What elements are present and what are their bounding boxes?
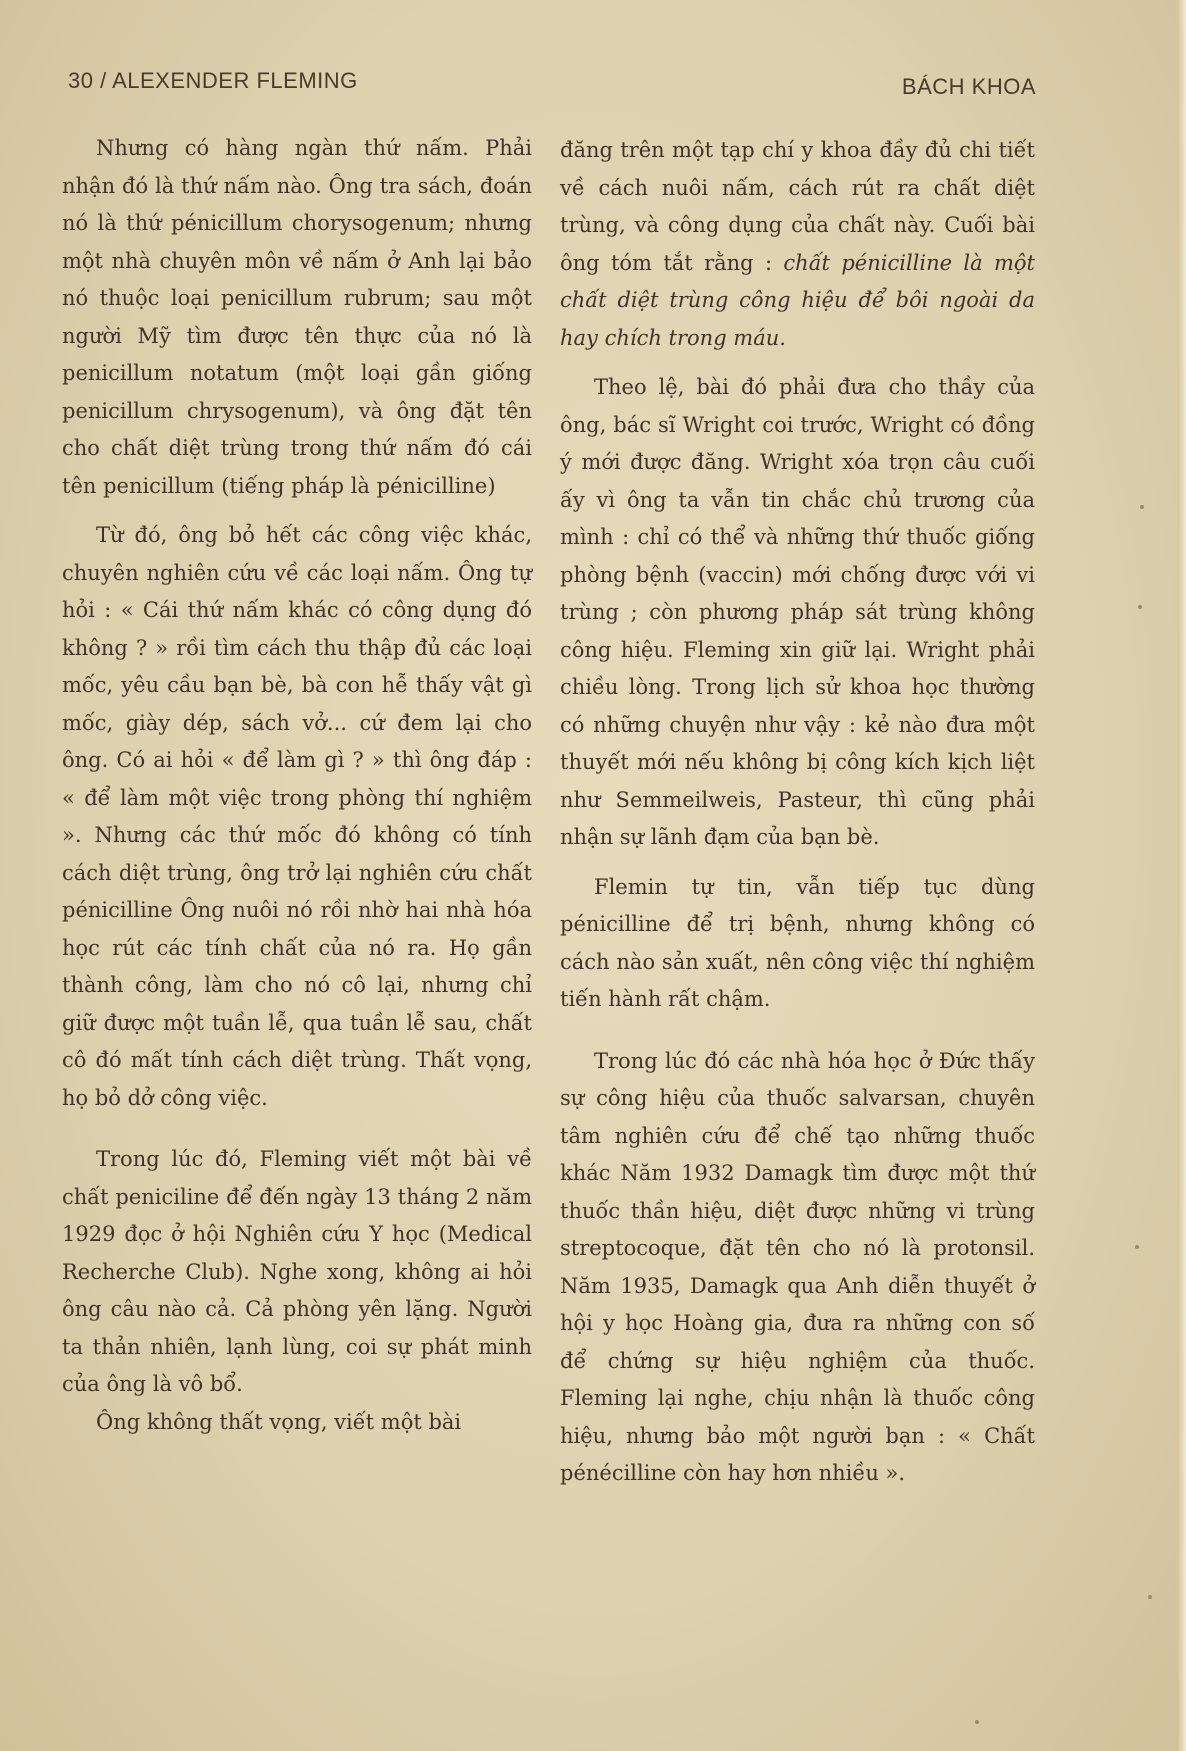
page-number-and-title: 30 / ALEXENDER FLEMING [68,68,358,93]
paragraph: Trong lúc đó, Fleming viết một bài về chất peniciline để đến ngày 13 tháng 2 năm 1929 đọc ở hội Nghiên cứu Y học (Medical Recherche Club). Nghe xong, không ai hỏi ông câu nào cả. Cả phòng yên lặng. Người ta thản nhiên, lạnh lùng, coi sự phát minh của ông là vô bổ. [62,1147,532,1396]
paragraph: Theo lệ, bài đó phải đưa cho thầy của ông, bác sĩ Wright coi trước, Wright có đồng ý mới được đăng. Wright xóa trọn câu cuối ấy vì ông ta vẫn tin chắc chủ trương của mình : chỉ có thể và những thứ thuốc giống phòng bệnh (vaccin) mới chống được với vi trùng ; còn phương pháp sát trùng không công hiệu. Fleming xin giữ lại. Wright phải chiều lòng. Trong lịch sử khoa học thường có những chuyện như vậy : kẻ nào đưa một thuyết mới nếu không bị công kích kịch liệt như Semmeilweis, Pasteur, thì cũng phải nhận sự lãnh đạm của bạn bè. [560,375,1035,849]
speck [1140,505,1144,509]
paragraph: Nhưng có hàng ngàn thứ nấm. Phải nhận đó là thứ nấm nào. Ông tra sách, đoán nó là thứ pénicillum chorysogenum; nhưng một nhà chuyên môn về nấm ở Anh lại bảo nó thuộc loại penicillum rubrum; sau một người Mỹ tìm được tên thực của nó là penicillum notatum (một loại gần giống penicillum chrysogenum), và ông đặt tên cho chất diệt trùng trong thứ nấm đó cái tên penicillum (tiếng pháp là pénicilline) [62,136,532,498]
magazine-title: BÁCH KHOA [901,74,1036,99]
paragraph: Flemin tự tin, vẫn tiếp tục dùng pénicilline để trị bệnh, nhưng không có cách nào sản xuất, nên công việc thí nghiệm tiến hành rất chậm. [560,874,1035,1011]
running-header [0,68,1186,108]
page-edge [1178,0,1186,1751]
right-column [560,132,1035,1493]
speck [975,1720,979,1724]
emphasized-conclusion: chất pénicilline là một chất diệt trùng công hiệu để bôi ngoài da hay chích trong máu. [560,250,1035,350]
speck [1135,1245,1139,1249]
paragraph [560,132,1035,357]
paragraph-text: đăng trên một tạp chí y khoa đầy đủ chi tiết về cách nuôi nấm, cách rút ra chất diệt trùng, và công dụng của chất này. Cuối bài ông tóm tắt rằng : [560,138,1035,275]
speck [1148,1595,1152,1599]
paragraph: Trong lúc đó các nhà hóa học ở Đức thấy sự công hiệu của thuốc salvarsan, chuyên tâm nghiên cứu để chế tạo những thuốc khác Năm 1932 Damagk tìm được một thứ thuốc thần hiệu, diệt được những vi trùng streptocoque, đặt tên cho nó là protonsil. Năm 1935, Damagk qua Anh diễn thuyết ở hội y học Hoàng gia, đưa ra những con số để chứng sự hiệu nghiệm của thuốc. Fleming lại nghe, chịu nhận là thuốc công hiệu, nhưng bảo một người bạn : « Chất pénécilline còn hay hơn nhiều ». [560,1048,1035,1485]
paragraph: Từ đó, ông bỏ hết các công việc khác, chuyên nghiên cứu về các loại nấm. Ông tự hỏi : « Cái thứ nấm khác có công dụng đó không ? » rồi tìm cách thu thập đủ các loại mốc, yêu cầu bạn bè, bà con hễ thấy vật gì mốc, giày dép, sách vở... cứ đem lại cho ông. Có ai hỏi « để làm gì ? » thì ông đáp : « để làm một việc trong phòng thí nghiệm ». Nhưng các thứ mốc đó không có tính cách diệt trùng, ông trở lại nghiên cứu chất pénicilline Ông nuôi nó rồi nhờ hai nhà hóa học rút các tính chất của nó ra. Họ gần thành công, làm cho nó cô lại, nhưng chỉ giữ được một tuần lễ, qua tuần lễ sau, chất cô đó mất tính cách diệt trùng. Thất vọng, họ bỏ dở công việc. [62,523,532,1110]
paragraph: Ông không thất vọng, viết một bài [96,1409,462,1434]
speck [1138,605,1142,609]
left-column [62,130,532,1441]
